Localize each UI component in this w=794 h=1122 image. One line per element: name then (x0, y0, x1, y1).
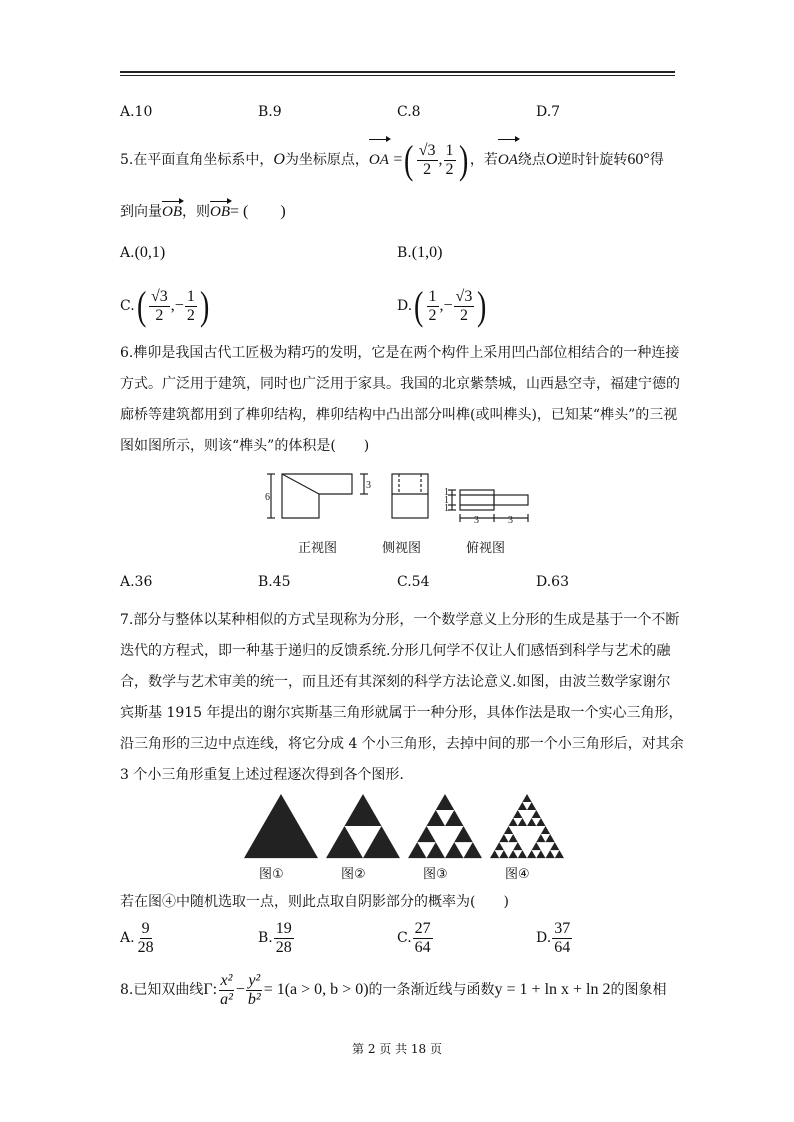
filled-triangle (532, 810, 541, 818)
filled-triangle (527, 850, 536, 858)
filled-triangle (427, 842, 446, 858)
filled-triangle (417, 826, 436, 842)
q4-option-b: B.9 (258, 104, 282, 120)
q5-stem-line2: 到向量OB，则OB= ( ) (120, 203, 286, 220)
filled-triangle (326, 826, 363, 858)
filled-triangle (522, 794, 531, 802)
q7-option-d: D. $\frac{37}{64}$ (536, 919, 571, 956)
q5-stem-line1: 5.在平面直角坐标系中，O为坐标原点，OA =( $\frac{√3}{2}$ , $\frac{1}{2}$ ) ，若OA绕点O逆时针旋转60°得 (120, 137, 664, 182)
filled-triangle (445, 810, 464, 826)
q7-option-a: A. $\frac{9}{28}$ (120, 919, 154, 956)
q6-stem-line1: 6.榫卯是我国古代工匠极为精巧的发明，它是在两个构件上采用凹凸部位相结合的一种连接 (120, 345, 680, 361)
filled-triangle (513, 810, 522, 818)
q7-stem-line1: 7.部分与整体以某种相似的方式呈现称为分形，一个数学意义上分形的生成是基于一个不断 (120, 612, 680, 628)
filled-triangle (532, 842, 541, 850)
filled-triangle (527, 818, 536, 826)
filled-triangle (541, 826, 550, 834)
sierpinski-stage-2 (326, 794, 400, 858)
dim-label-3b: 3 (508, 515, 513, 526)
filled-triangle (436, 794, 455, 810)
filled-triangle (518, 818, 527, 826)
filled-triangle (408, 842, 427, 858)
filled-triangle (499, 834, 508, 842)
q8-stem-line1: 8.已知双曲线Γ: $\frac{\text{x²}}{\text{a²}}$ − $\frac{\text{y²}}{\text{b²}}$ = 1(a > 0, b > 0)的一条渐近线与函数y = 1 + ln x + ln 2的图象相 (120, 971, 667, 1008)
filled-triangle (509, 834, 518, 842)
sierpinski-stage-3 (408, 794, 482, 858)
filled-triangle (504, 826, 513, 834)
caption-figure-1: 图① (259, 867, 284, 882)
filled-triangle (427, 810, 446, 826)
filled-triangle (244, 794, 318, 858)
q6-option-b: B.45 (258, 574, 291, 590)
caption-figure-2: 图② (341, 867, 366, 882)
filled-triangle (536, 818, 545, 826)
filled-triangle (536, 834, 545, 842)
filled-triangle (513, 842, 522, 850)
filled-triangle (499, 850, 508, 858)
filled-triangle (490, 850, 499, 858)
filled-triangle (464, 842, 483, 858)
q7-stem-line2: 迭代的方程式，即一种基于递归的反馈系统.分形几何学不仅让人们感悟到科学与艺术的融 (120, 643, 671, 659)
filled-triangle (546, 834, 555, 842)
q6-option-c: C.54 (397, 574, 430, 590)
filled-triangle (509, 850, 518, 858)
dim-label-1b: 1 (444, 495, 449, 506)
q7-question: 若在图④中随机选取一点，则此点取自阴影部分的概率为( ) (120, 894, 509, 910)
filled-triangle (536, 850, 545, 858)
filled-triangle (454, 826, 473, 842)
dim-label-3: 3 (366, 480, 371, 491)
vector-oa: OA (369, 140, 389, 180)
filled-triangle (555, 850, 564, 858)
q6-stem-line2: 方式。广泛用于建筑，同时也广泛用于家具。我国的北京紫禁城，山西悬空寺，福建宁德的 (120, 376, 680, 392)
sierpinski-stage-4 (490, 794, 564, 858)
q5-option-b: B.(1,0) (397, 244, 443, 261)
header-rule-thick (120, 71, 675, 73)
q7-option-c: C. $\frac{27}{64}$ (397, 919, 431, 956)
q4-option-d: D.7 (536, 104, 561, 120)
front-view (267, 474, 368, 518)
q5-option-a: A.(0,1) (120, 244, 166, 261)
filled-triangle (527, 802, 536, 810)
caption-front-view: 正视图 (298, 541, 338, 556)
dim-label-6: 6 (265, 492, 270, 503)
header-rule-thin (120, 75, 675, 76)
filled-triangle (518, 802, 527, 810)
dim-label-3a: 3 (474, 515, 479, 526)
filled-triangle (509, 818, 518, 826)
q4-option-c: C.8 (397, 104, 421, 120)
vector-ob: OB (162, 204, 182, 220)
sierpinski-stage-1 (244, 794, 318, 858)
q7-stem-line6: 3 个小三角形重复上述过程逐次得到各个图形. (120, 767, 404, 783)
sierpinski-figure (240, 790, 570, 885)
caption-figure-4: 图④ (505, 867, 530, 882)
q5-option-c: C.( $\frac{√3}{2}$ ,− $\frac{1}{2}$ ) (120, 283, 210, 328)
filled-triangle (518, 850, 527, 858)
page-footer: 第 2 页 共 18 页 (352, 1042, 442, 1056)
q7-stem-line4: 宾斯基 1915 年提出的谢尔宾斯基三角形就属于一种分形，具体作法是取一个实心三角形， (120, 705, 683, 721)
filled-triangle (363, 826, 400, 858)
q6-stem-line3: 廊桥等建筑都用到了榫卯结构，榫卯结构中凸出部分叫榫(或叫榫头)，已知某“榫头”的三视 (120, 407, 678, 423)
three-view-figure (262, 466, 542, 561)
q6-option-d: D.63 (536, 574, 569, 590)
filled-triangle (445, 842, 464, 858)
q6-option-a: A.36 (120, 574, 153, 590)
filled-triangle (550, 842, 559, 850)
side-view (392, 474, 428, 518)
caption-figure-3: 图③ (423, 867, 448, 882)
q7-stem-line5: 沿三角形的三边中点连线，将它分成 4 个小三角形，去掉中间的那一个小三角形后，对其余 (120, 736, 684, 752)
filled-triangle (345, 794, 382, 826)
caption-top-view: 俯视图 (466, 541, 506, 556)
q7-option-b: B. $\frac{19}{28}$ (258, 919, 292, 956)
q7-stem-line3: 合，数学与艺术审美的统一，而且还有其深刻的科学方法论意义.如图，由波兰数学家谢尔 (120, 674, 671, 690)
filled-triangle (546, 850, 555, 858)
top-view (448, 490, 528, 522)
q4-option-a: A.10 (120, 104, 153, 120)
q5-option-d: D.( $\frac{1}{2}$ ,− $\frac{√3}{2}$ ) (397, 283, 487, 328)
caption-side-view: 侧视图 (382, 541, 422, 556)
filled-triangle (495, 842, 504, 850)
q6-stem-line4: 图如图所示，则该“榫头”的体积是( ) (120, 438, 370, 454)
dim-label-1c: 1 (444, 503, 449, 514)
dim-label-1a: 1 (444, 487, 449, 498)
